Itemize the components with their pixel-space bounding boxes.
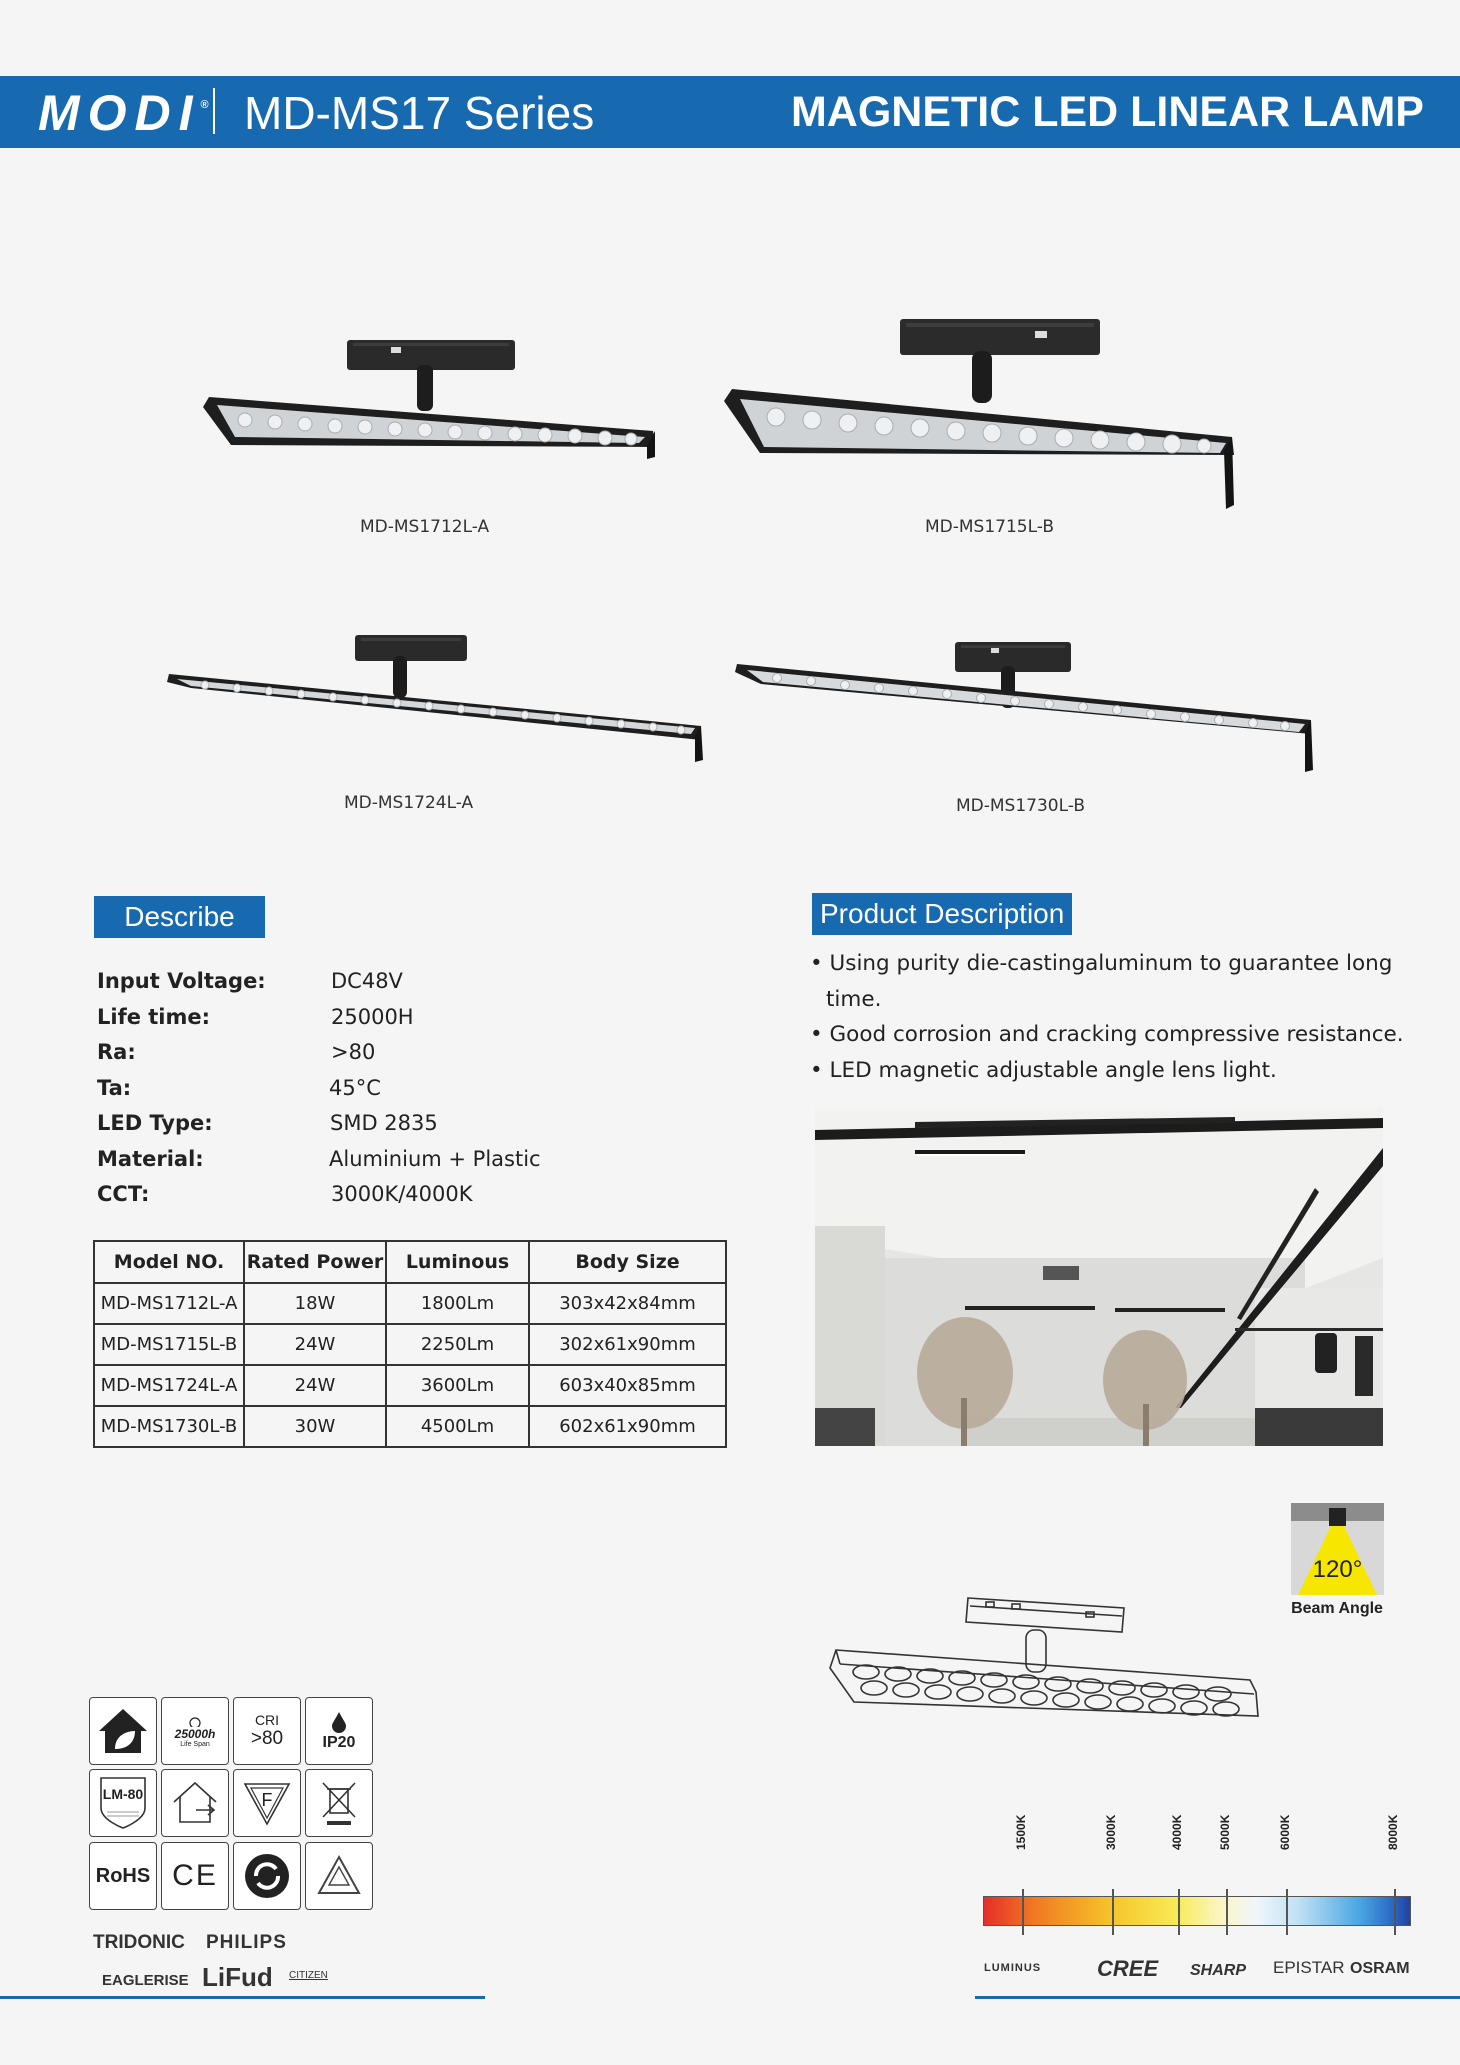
table-row <box>94 1283 726 1324</box>
product-image-ms1724l-a <box>165 630 710 765</box>
lifespan-icon <box>161 1697 229 1765</box>
header-divider <box>213 88 215 134</box>
cri-value: >80 <box>250 1728 284 1749</box>
recycle-triangle-icon <box>315 1853 363 1899</box>
spec-label: Input Voltage: <box>97 969 266 993</box>
table-row <box>94 1324 726 1365</box>
product-caption: MD-MS1724L-A <box>344 793 474 813</box>
model-table <box>93 1240 727 1448</box>
recycle-icon <box>305 1842 373 1910</box>
table-cell: 2250Lm <box>386 1324 529 1365</box>
product-line-drawing <box>826 1592 1266 1742</box>
rohs-label: RoHS <box>95 1864 151 1887</box>
brand-logo <box>38 84 209 142</box>
spec-value: 25000H <box>331 1004 414 1029</box>
product-image-ms1715l-b <box>720 315 1240 515</box>
cct-label: 3000K <box>1104 1814 1118 1850</box>
brand-luminus: LUMINUS <box>984 1962 1042 1974</box>
brand-eaglerise: EAGLERISE <box>102 1972 189 1989</box>
cct-tick <box>1112 1889 1114 1935</box>
table-row <box>94 1406 726 1447</box>
brand-tridonic: TRIDONIC <box>93 1932 185 1953</box>
table-cell: 30W <box>244 1406 386 1447</box>
cct-label: 5000K <box>1218 1814 1232 1850</box>
indoor-house-icon <box>161 1769 229 1837</box>
series-title: MD-MS17 Series <box>244 87 595 139</box>
table-row <box>94 1365 726 1406</box>
house-leaf-icon <box>97 1707 149 1755</box>
product-caption: MD-MS1715L-B <box>925 517 1054 537</box>
f-mark-label: F <box>261 1790 273 1810</box>
product-image-ms1730l-b <box>733 638 1318 778</box>
spec-label: CCT: <box>97 1182 150 1206</box>
column-header: Luminous <box>386 1241 529 1283</box>
cri-badge <box>233 1697 301 1765</box>
rohs-badge <box>89 1842 157 1910</box>
table-cell: 302x61x90mm <box>529 1324 726 1365</box>
footer-line-left <box>0 1996 485 1999</box>
cct-label: 8000K <box>1386 1814 1400 1850</box>
house-outline-icon <box>170 1780 220 1826</box>
table-cell: 24W <box>244 1365 386 1406</box>
registered-mark: ® <box>200 99 209 112</box>
header-banner <box>0 76 1460 148</box>
lifespan-label: Life Span <box>180 1740 210 1748</box>
product-tagline: MAGNETIC LED LINEAR LAMP <box>790 88 1424 136</box>
cct-label: 6000K <box>1278 1814 1292 1850</box>
product-image-ms1712l-a <box>195 335 665 495</box>
brand-epistar: EPISTAR <box>1273 1958 1345 1977</box>
beam-angle-value: 120° <box>1312 1556 1363 1583</box>
cct-tick <box>1226 1889 1228 1935</box>
indoor-use-icon <box>89 1697 157 1765</box>
cct-tick <box>1178 1889 1180 1935</box>
brand-osram: OSRAM <box>1350 1960 1410 1977</box>
cri-label: CRI <box>254 1712 280 1728</box>
application-photo <box>815 1108 1383 1446</box>
cct-label: 1500K <box>1014 1814 1028 1850</box>
table-cell: 3600Lm <box>386 1365 529 1406</box>
circular-arrows-icon <box>242 1851 292 1901</box>
spec-label: Life time: <box>97 1004 211 1029</box>
bullet-item: • Good corrosion and cracking compressive resistance. <box>810 1022 1404 1047</box>
recycle-arrows-icon <box>233 1842 301 1910</box>
brand-cree: CREE <box>1097 1956 1159 1981</box>
table-cell: 24W <box>244 1324 386 1365</box>
ce-badge <box>161 1842 229 1910</box>
weee-icon <box>305 1769 373 1837</box>
spec-value: DC48V <box>331 969 403 993</box>
cct-color-bar <box>983 1896 1411 1926</box>
table-cell: 18W <box>244 1283 386 1324</box>
beam-angle-label: Beam Angle <box>1291 1600 1383 1617</box>
spec-label: Ta: <box>97 1075 132 1100</box>
ip-rating: IP20 <box>322 1734 356 1751</box>
column-header: Model NO. <box>94 1241 244 1283</box>
f-mark-badge <box>233 1769 301 1837</box>
product-caption: MD-MS1712L-A <box>360 517 490 537</box>
lm80-label: LM-80 <box>102 1786 144 1802</box>
spec-label: Ra: <box>97 1040 136 1064</box>
brand-sharp: SHARP <box>1190 1962 1247 1979</box>
ce-label: CE <box>172 1859 218 1892</box>
column-header: Body Size <box>529 1241 726 1283</box>
table-cell: MD-MS1715L-B <box>94 1324 244 1365</box>
bullet-item: • LED magnetic adjustable angle lens light. <box>810 1057 1277 1083</box>
spec-value: Aluminium + Plastic <box>329 1146 541 1171</box>
bullet-item: • Using purity die-castingaluminum to guarantee long time. <box>810 951 1393 1012</box>
water-drop-icon <box>329 1710 349 1734</box>
spec-value: 45°C <box>329 1075 381 1100</box>
cct-tick <box>1394 1889 1396 1935</box>
cct-tick <box>1022 1889 1024 1935</box>
brand-citizen: CITIZEN <box>289 1970 328 1981</box>
description-bullets <box>810 946 1410 1088</box>
product-caption: MD-MS1730L-B <box>956 796 1085 816</box>
table-cell: 603x40x85mm <box>529 1365 726 1406</box>
describe-title: Describe <box>94 896 265 938</box>
spec-label: Material: <box>97 1146 204 1171</box>
table-cell: 303x42x84mm <box>529 1283 726 1324</box>
table-cell: MD-MS1712L-A <box>94 1283 244 1324</box>
spec-value: >80 <box>331 1040 376 1064</box>
lifespan-hours: 25000h <box>174 1726 216 1741</box>
cct-label: 4000K <box>1170 1814 1184 1850</box>
footer-line-right <box>975 1996 1460 1999</box>
table-cell: MD-MS1730L-B <box>94 1406 244 1447</box>
lm80-shield-icon <box>95 1774 151 1832</box>
table-cell: 1800Lm <box>386 1283 529 1324</box>
brand-philips: PHILIPS <box>206 1932 287 1953</box>
brand-logo-text: MODI <box>38 85 201 141</box>
lm80-badge <box>89 1769 157 1837</box>
spec-value: 3000K/4000K <box>331 1182 473 1206</box>
spec-label: LED Type: <box>97 1111 213 1135</box>
column-header: Rated Power <box>244 1241 386 1283</box>
table-header-row <box>94 1241 726 1283</box>
product-description-title: Product Description <box>812 893 1072 935</box>
clock-icon <box>185 1715 205 1727</box>
ip-rating-badge <box>305 1697 373 1765</box>
table-cell: 4500Lm <box>386 1406 529 1447</box>
cct-tick <box>1286 1889 1288 1935</box>
crossed-bin-icon <box>319 1779 359 1827</box>
spec-value: SMD 2835 <box>330 1111 438 1135</box>
brand-lifud: LiFud <box>202 1962 273 1992</box>
table-cell: 602x61x90mm <box>529 1406 726 1447</box>
table-cell: MD-MS1724L-A <box>94 1365 244 1406</box>
